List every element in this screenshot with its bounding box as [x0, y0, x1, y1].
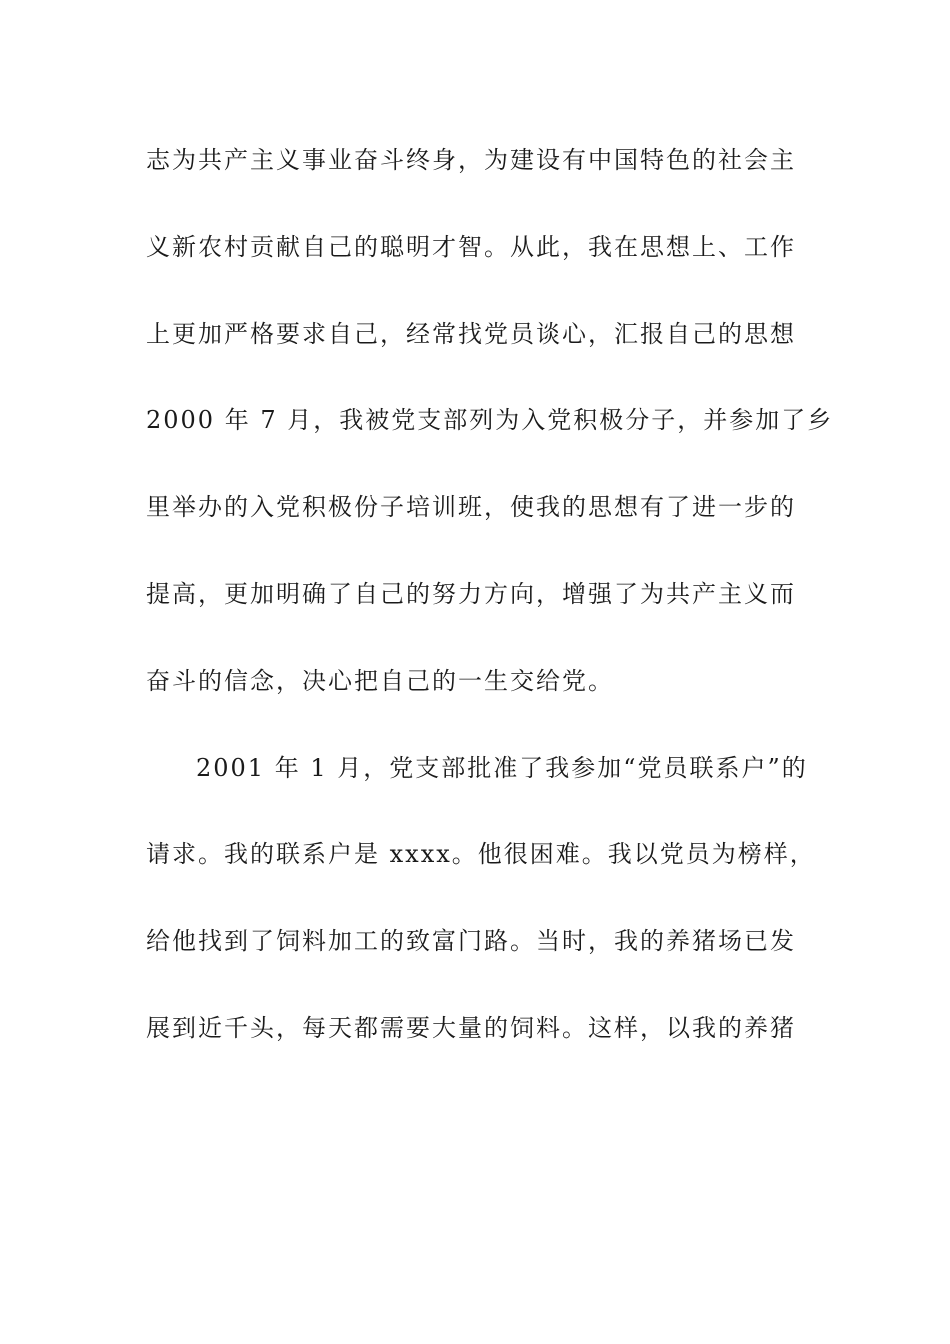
text-line: 请求。我的联系户是 xxxx。他很困难。我以党员为榜样， — [146, 840, 816, 869]
text-line: 志为共产主义事业奋斗终身，为建设有中国特色的社会主 — [146, 146, 796, 174]
text-line: 奋斗的信念，决心把自己的一生交给党。 — [146, 666, 614, 695]
document-body — [146, 138, 834, 1093]
text-line: 给他找到了饲料加工的致富门路。当时，我的养猪场已发 — [146, 927, 796, 956]
text-line: 里举办的入党积极份子培训班，使我的思想有了进一步的 — [146, 493, 796, 522]
text-line: 义新农村贡献自己的聪明才智。从此，我在思想上、工作 — [146, 232, 796, 261]
paragraph-first-line: 2001 年 1 月，党支部批准了我参加“党员联系户”的 — [196, 753, 808, 782]
text-line: 展到近千头，每天都需要大量的饲料。这样，以我的养猪 — [146, 1013, 796, 1042]
text-line: 提高，更加明确了自己的努力方向，增强了为共产主义而 — [146, 579, 796, 608]
text-line: 上更加严格要求自己，经常找党员谈心，汇报自己的思想 — [146, 319, 796, 348]
text-line: 2000 年 7 月，我被党支部列为入党积极分子，并参加了乡 — [146, 406, 834, 435]
